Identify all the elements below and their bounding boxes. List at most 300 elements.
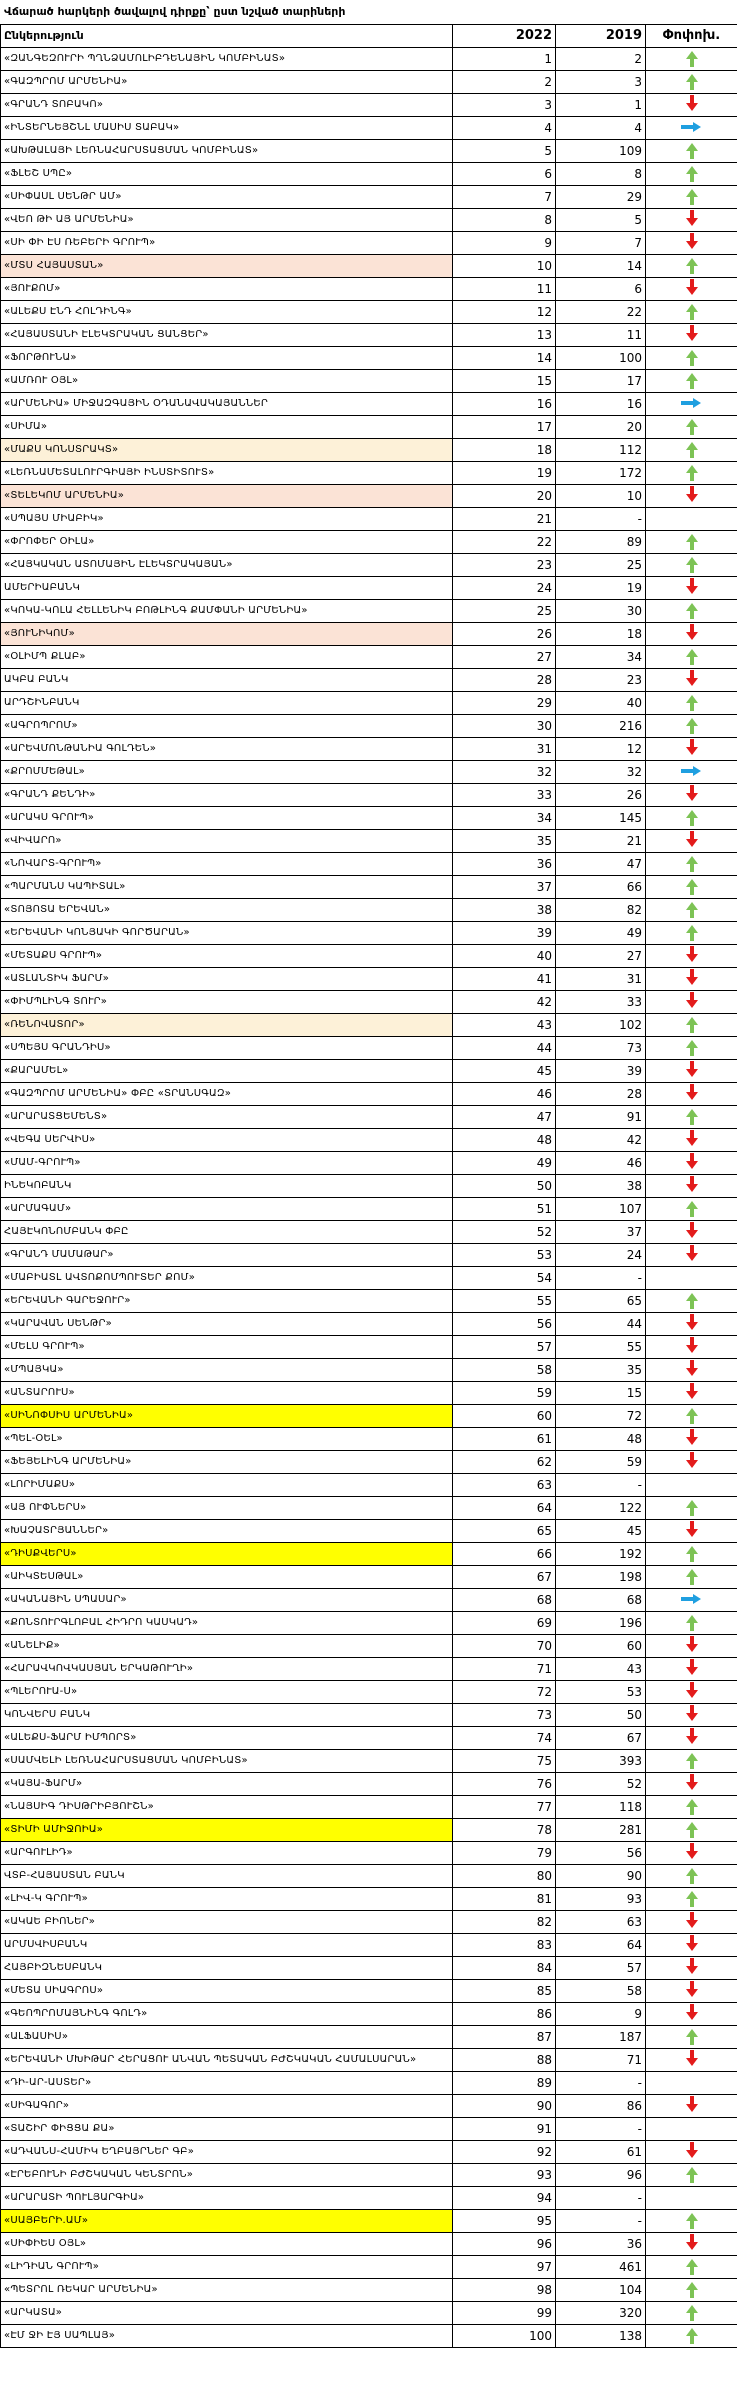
arrow-up-icon xyxy=(686,879,698,887)
arrow-down-icon xyxy=(686,1000,698,1008)
company-name-cell: «ՄՏՍ ՀԱՅԱՍՏԱՆ» xyxy=(1,255,453,278)
rank-2022-cell: 31 xyxy=(453,738,556,761)
arrow-up-icon xyxy=(686,925,698,933)
rank-2022-cell: 25 xyxy=(453,600,556,623)
rank-2022-cell: 72 xyxy=(453,1681,556,1704)
change-cell xyxy=(646,1842,737,1865)
rank-2022-cell: 80 xyxy=(453,1865,556,1888)
company-name-cell: «ԱՐԱԿՍ ԳՐՈՒՊ» xyxy=(1,807,453,830)
table-row xyxy=(1,1704,737,1727)
table-row xyxy=(1,692,737,715)
table-row xyxy=(1,1911,737,1934)
arrow-down-icon xyxy=(686,1966,698,1974)
rank-2022-cell: 95 xyxy=(453,2210,556,2233)
table-row xyxy=(1,2187,737,2210)
rank-2019-cell: - xyxy=(556,1474,646,1497)
company-name-cell: «ՏԻՄԻ ԱՄԻՋՈԻԱ» xyxy=(1,1819,453,1842)
rank-2022-cell: 39 xyxy=(453,922,556,945)
rank-2022-cell: 4 xyxy=(453,117,556,140)
table-row xyxy=(1,1405,737,1428)
change-cell xyxy=(646,370,737,393)
change-cell xyxy=(646,1520,737,1543)
company-name-cell: ՎՏԲ-ՀԱՅԱՍՏԱՆ ԲԱՆԿ xyxy=(1,1865,453,1888)
company-name-cell: «ԳԱԶՊՐՈՄ ԱՐՄԵՆԻԱ» xyxy=(1,71,453,94)
table-row xyxy=(1,301,737,324)
change-cell xyxy=(646,554,737,577)
rank-2019-cell: 5 xyxy=(556,209,646,232)
table-body xyxy=(1,48,737,2348)
rank-2019-cell: 53 xyxy=(556,1681,646,1704)
rank-2019-cell: 40 xyxy=(556,692,646,715)
table-row xyxy=(1,577,737,600)
table-row xyxy=(1,554,737,577)
change-cell xyxy=(646,1980,737,2003)
company-name-cell: «ՎԵՈ ԹԻ ԱՅ ԱՐՄԵՆԻԱ» xyxy=(1,209,453,232)
company-name-cell: «ՖՈՐԹՈՒՆԱ» xyxy=(1,347,453,370)
arrow-down-icon xyxy=(686,1069,698,1077)
rank-2019-cell: 50 xyxy=(556,1704,646,1727)
arrow-down-icon xyxy=(686,954,698,962)
header-row xyxy=(1,25,737,48)
rank-2022-cell: 92 xyxy=(453,2141,556,2164)
change-cell xyxy=(646,439,737,462)
header-2019: 2019 xyxy=(556,25,646,48)
rank-2019-cell: 102 xyxy=(556,1014,646,1037)
arrow-up-icon xyxy=(686,1822,698,1830)
rank-2022-cell: 20 xyxy=(453,485,556,508)
arrow-down-icon xyxy=(686,1529,698,1537)
rank-2019-cell: 461 xyxy=(556,2256,646,2279)
company-name-cell: «ՍԻԳԱԳՈՐ» xyxy=(1,2095,453,2118)
company-name-cell: «ԱՐՄԵՆԻԱ» ՄԻՋԱԶԳԱՅԻՆ ՕԴԱՆԱՎԱԿԱՅԱՆՆԵՐ xyxy=(1,393,453,416)
change-cell xyxy=(646,393,737,416)
change-cell xyxy=(646,991,737,1014)
arrow-down-icon xyxy=(686,1322,698,1330)
arrow-down-icon xyxy=(686,1851,698,1859)
arrow-down-icon xyxy=(686,218,698,226)
change-cell xyxy=(646,2049,737,2072)
rank-2022-cell: 5 xyxy=(453,140,556,163)
rank-2019-cell: 64 xyxy=(556,1934,646,1957)
arrow-up-icon xyxy=(686,143,698,151)
rank-2019-cell: 46 xyxy=(556,1152,646,1175)
table-row xyxy=(1,1474,737,1497)
table-row xyxy=(1,1428,737,1451)
rank-2022-cell: 34 xyxy=(453,807,556,830)
company-name-cell: «ՍԻՓԱՍԼ ՍԵՆԹՐ ԱՄ» xyxy=(1,186,453,209)
arrow-down-icon xyxy=(686,1920,698,1928)
table-row xyxy=(1,94,737,117)
change-cell xyxy=(646,1221,737,1244)
arrow-up-icon xyxy=(686,2328,698,2336)
change-cell xyxy=(646,1382,737,1405)
company-name-cell: «ՌԵՆՈՎԱՏՈՐ» xyxy=(1,1014,453,1037)
rank-2019-cell: 58 xyxy=(556,1980,646,2003)
arrow-down-icon xyxy=(686,793,698,801)
change-cell xyxy=(646,2233,737,2256)
table-row xyxy=(1,1267,737,1290)
change-cell xyxy=(646,186,737,209)
rank-2019-cell: 281 xyxy=(556,1819,646,1842)
change-cell xyxy=(646,1497,737,1520)
change-cell xyxy=(646,1911,737,1934)
table-row xyxy=(1,1750,737,1773)
company-name-cell: «ՎԻՎԱՐՈ» xyxy=(1,830,453,853)
company-name-cell: «ՍՊԱՅՍ ՄԻԱԲԻԿ» xyxy=(1,508,453,531)
rank-2022-cell: 35 xyxy=(453,830,556,853)
rank-2019-cell: 6 xyxy=(556,278,646,301)
table-row xyxy=(1,2256,737,2279)
arrow-down-icon xyxy=(686,2150,698,2158)
company-name-cell: «ԱԽԹԱԼԱՅԻ ԼԵՌՆԱՀԱՐՍՏԱՑՄԱՆ ԿՈՄԲԻՆԱՏ» xyxy=(1,140,453,163)
change-cell xyxy=(646,715,737,738)
rank-2022-cell: 77 xyxy=(453,1796,556,1819)
rank-2019-cell: 19 xyxy=(556,577,646,600)
change-cell xyxy=(646,163,737,186)
rank-2022-cell: 55 xyxy=(453,1290,556,1313)
rank-2022-cell: 61 xyxy=(453,1428,556,1451)
rank-2022-cell: 64 xyxy=(453,1497,556,1520)
company-name-cell: «ՓՐՈՓԵՐ ՕԻԼԱ» xyxy=(1,531,453,554)
rank-2022-cell: 22 xyxy=(453,531,556,554)
change-cell xyxy=(646,945,737,968)
rank-2019-cell: 68 xyxy=(556,1589,646,1612)
change-cell xyxy=(646,1681,737,1704)
rank-2019-cell: 73 xyxy=(556,1037,646,1060)
arrow-right-icon xyxy=(693,398,701,408)
change-cell xyxy=(646,876,737,899)
change-cell xyxy=(646,1727,737,1750)
table-row xyxy=(1,1727,737,1750)
rank-2019-cell: 18 xyxy=(556,623,646,646)
change-cell xyxy=(646,922,737,945)
rank-2022-cell: 7 xyxy=(453,186,556,209)
table-row xyxy=(1,853,737,876)
change-cell xyxy=(646,1037,737,1060)
rank-2019-cell: 71 xyxy=(556,2049,646,2072)
rank-2022-cell: 89 xyxy=(453,2072,556,2095)
rank-2022-cell: 76 xyxy=(453,1773,556,1796)
table-row xyxy=(1,1819,737,1842)
change-cell xyxy=(646,669,737,692)
rank-2022-cell: 3 xyxy=(453,94,556,117)
table-row xyxy=(1,1290,737,1313)
rank-2022-cell: 28 xyxy=(453,669,556,692)
rank-2022-cell: 93 xyxy=(453,2164,556,2187)
table-row xyxy=(1,462,737,485)
rank-2022-cell: 99 xyxy=(453,2302,556,2325)
arrow-down-icon xyxy=(686,1713,698,1721)
rank-2022-cell: 42 xyxy=(453,991,556,1014)
company-name-cell: «ԵՐԵՎԱՆԻ ԳԱՐԵՋՈՒՐ» xyxy=(1,1290,453,1313)
arrow-up-icon xyxy=(686,1017,698,1025)
table-row xyxy=(1,899,737,922)
rank-2019-cell: - xyxy=(556,508,646,531)
rank-2022-cell: 97 xyxy=(453,2256,556,2279)
arrow-down-icon xyxy=(686,1391,698,1399)
rank-2022-cell: 26 xyxy=(453,623,556,646)
rank-2019-cell: 45 xyxy=(556,1520,646,1543)
rank-2019-cell: 66 xyxy=(556,876,646,899)
company-name-cell: «ՀԱՅԱՍՏԱՆԻ ԷԼԵԿՏՐԱԿԱՆ ՑԱՆՑԵՐ» xyxy=(1,324,453,347)
company-name-cell: «ՖԵՅԵԼԻՆԳ ԱՐՄԵՆԻԱ» xyxy=(1,1451,453,1474)
rank-2022-cell: 41 xyxy=(453,968,556,991)
arrow-up-icon xyxy=(686,2282,698,2290)
company-name-cell: «ԵՐԵՎԱՆԻ ԿՈՆՅԱԿԻ ԳՈՐԾԱՐԱՆ» xyxy=(1,922,453,945)
rank-2019-cell: 3 xyxy=(556,71,646,94)
company-name-cell: «ԳՐԱՆԴ ՏՈԲԱԿՈ» xyxy=(1,94,453,117)
change-cell xyxy=(646,117,737,140)
table-row xyxy=(1,807,737,830)
rank-2019-cell: 104 xyxy=(556,2279,646,2302)
change-cell xyxy=(646,1796,737,1819)
company-name-cell: «ՍԱՄՎԵԼԻ ԼԵՌՆԱՀԱՐՍՏԱՑՄԱՆ ԿՈՄԲԻՆԱՏ» xyxy=(1,1750,453,1773)
rank-2019-cell: 24 xyxy=(556,1244,646,1267)
rank-2019-cell: 82 xyxy=(556,899,646,922)
change-cell xyxy=(646,1129,737,1152)
rank-2019-cell: 96 xyxy=(556,2164,646,2187)
company-name-cell: ԱՄԵՐԻԱԲԱՆԿ xyxy=(1,577,453,600)
table-row xyxy=(1,1957,737,1980)
table-row xyxy=(1,646,737,669)
arrow-down-icon xyxy=(686,2058,698,2066)
arrow-up-icon xyxy=(686,1569,698,1577)
change-cell xyxy=(646,278,737,301)
rank-2022-cell: 6 xyxy=(453,163,556,186)
rank-2019-cell: 393 xyxy=(556,1750,646,1773)
rank-2019-cell: 118 xyxy=(556,1796,646,1819)
arrow-down-icon xyxy=(686,241,698,249)
rank-2019-cell: 17 xyxy=(556,370,646,393)
change-cell xyxy=(646,968,737,991)
change-cell xyxy=(646,830,737,853)
change-cell xyxy=(646,347,737,370)
rank-2022-cell: 36 xyxy=(453,853,556,876)
rank-2022-cell: 40 xyxy=(453,945,556,968)
change-cell xyxy=(646,1819,737,1842)
change-cell xyxy=(646,1014,737,1037)
rank-2022-cell: 56 xyxy=(453,1313,556,1336)
company-name-cell: «ՄԵՏԱ ՍԻԱԳՐՈՍ» xyxy=(1,1980,453,2003)
company-name-cell: «ԱՆԵԼԻՔ» xyxy=(1,1635,453,1658)
rank-2022-cell: 66 xyxy=(453,1543,556,1566)
rank-2022-cell: 30 xyxy=(453,715,556,738)
rank-2022-cell: 32 xyxy=(453,761,556,784)
table-row xyxy=(1,2210,737,2233)
table-row xyxy=(1,922,737,945)
change-cell xyxy=(646,853,737,876)
rank-2019-cell: 172 xyxy=(556,462,646,485)
arrow-up-icon xyxy=(686,2213,698,2221)
rank-2019-cell: 23 xyxy=(556,669,646,692)
change-cell xyxy=(646,1704,737,1727)
arrow-up-icon xyxy=(686,1109,698,1117)
arrow-down-icon xyxy=(686,1644,698,1652)
rank-2022-cell: 84 xyxy=(453,1957,556,1980)
rank-2019-cell: - xyxy=(556,2210,646,2233)
rank-2019-cell: 67 xyxy=(556,1727,646,1750)
rank-2019-cell: 72 xyxy=(556,1405,646,1428)
rank-2019-cell: 2 xyxy=(556,48,646,71)
change-cell xyxy=(646,416,737,439)
rank-2019-cell: 30 xyxy=(556,600,646,623)
change-cell xyxy=(646,301,737,324)
table-row xyxy=(1,1796,737,1819)
rank-2022-cell: 13 xyxy=(453,324,556,347)
rank-2019-cell: 187 xyxy=(556,2026,646,2049)
rank-2022-cell: 24 xyxy=(453,577,556,600)
table-row xyxy=(1,2072,737,2095)
change-cell xyxy=(646,1612,737,1635)
change-cell xyxy=(646,2164,737,2187)
arrow-up-icon xyxy=(686,1615,698,1623)
rank-2022-cell: 82 xyxy=(453,1911,556,1934)
rank-2022-cell: 11 xyxy=(453,278,556,301)
arrow-down-icon xyxy=(686,1943,698,1951)
rank-2019-cell: 320 xyxy=(556,2302,646,2325)
arrow-up-icon xyxy=(686,534,698,542)
company-name-cell: «ՎԵԳԱ ՍԵՐՎԻՍ» xyxy=(1,1129,453,1152)
company-name-cell: «ԳՐԱՆԴ ՔԵՆԴԻ» xyxy=(1,784,453,807)
table-row xyxy=(1,209,737,232)
change-cell xyxy=(646,1589,737,1612)
change-cell xyxy=(646,2210,737,2233)
rank-2022-cell: 70 xyxy=(453,1635,556,1658)
rank-2022-cell: 45 xyxy=(453,1060,556,1083)
company-name-cell: «ՅՈՒՆԻԿՈՄ» xyxy=(1,623,453,646)
arrow-down-icon xyxy=(686,1230,698,1238)
arrow-up-icon xyxy=(686,1753,698,1761)
table-row xyxy=(1,945,737,968)
table-row xyxy=(1,1129,737,1152)
table-row xyxy=(1,1198,737,1221)
arrow-down-icon xyxy=(686,2104,698,2112)
rank-2022-cell: 46 xyxy=(453,1083,556,1106)
rank-2019-cell: 1 xyxy=(556,94,646,117)
arrow-down-icon xyxy=(686,1667,698,1675)
table-row xyxy=(1,347,737,370)
arrow-up-icon xyxy=(686,603,698,611)
company-name-cell: «ՏՈՅՈՏԱ ԵՐԵՎԱՆ» xyxy=(1,899,453,922)
rank-2022-cell: 27 xyxy=(453,646,556,669)
rank-2022-cell: 10 xyxy=(453,255,556,278)
company-name-cell: «ՅՈՒՔՈՄ» xyxy=(1,278,453,301)
arrow-up-icon xyxy=(686,2029,698,2037)
ranking-table xyxy=(0,24,737,2348)
rank-2019-cell: 42 xyxy=(556,1129,646,1152)
arrow-up-icon xyxy=(686,51,698,59)
change-cell xyxy=(646,577,737,600)
table-row xyxy=(1,416,737,439)
company-name-cell: «ՍԻՆՈՓՍԻՍ ԱՐՄԵՆԻԱ» xyxy=(1,1405,453,1428)
table-row xyxy=(1,623,737,646)
arrow-up-icon xyxy=(686,1891,698,1899)
rank-2019-cell: 10 xyxy=(556,485,646,508)
company-name-cell: «ԱՅ ՈՒՓՆԵՐՍ» xyxy=(1,1497,453,1520)
change-cell xyxy=(646,1888,737,1911)
table-row xyxy=(1,669,737,692)
rank-2022-cell: 1 xyxy=(453,48,556,71)
change-cell xyxy=(646,48,737,71)
rank-2019-cell: 33 xyxy=(556,991,646,1014)
rank-2022-cell: 44 xyxy=(453,1037,556,1060)
table-row xyxy=(1,1014,737,1037)
company-name-cell: «ԱՆՏԱՐՈՒՍ» xyxy=(1,1382,453,1405)
change-cell xyxy=(646,1336,737,1359)
rank-2019-cell: 8 xyxy=(556,163,646,186)
arrow-up-icon xyxy=(686,718,698,726)
company-name-cell: «ՄԵՏԱՔՍ ԳՐՈՒՊ» xyxy=(1,945,453,968)
table-row xyxy=(1,1980,737,2003)
rank-2019-cell: 61 xyxy=(556,2141,646,2164)
rank-2019-cell: 90 xyxy=(556,1865,646,1888)
sheet-title: Վճարած հարկերի ծավալով դիրքը՝ ըստ նշված տարիների xyxy=(4,5,346,18)
company-name-cell: «ԼԵՌՆԱՄԵՏԱԼՈՒՐԳԻԱՅԻ ԻՆՍՏԻՏՈՒՏ» xyxy=(1,462,453,485)
rank-2019-cell: 20 xyxy=(556,416,646,439)
company-name-cell: «ՄԱՔՍ ԿՈՆՍՏՐԱԿՏ» xyxy=(1,439,453,462)
rank-2022-cell: 67 xyxy=(453,1566,556,1589)
table-row xyxy=(1,255,737,278)
arrow-up-icon xyxy=(686,304,698,312)
change-cell xyxy=(646,692,737,715)
company-name-cell: «ԱԿԱԵ ԲԻՈՆԵՐ» xyxy=(1,1911,453,1934)
change-cell xyxy=(646,2256,737,2279)
rank-2022-cell: 51 xyxy=(453,1198,556,1221)
rank-2019-cell: 12 xyxy=(556,738,646,761)
company-name-cell: «ԱՐԿԱՏԱ» xyxy=(1,2302,453,2325)
change-cell xyxy=(646,807,737,830)
change-cell xyxy=(646,1198,737,1221)
table-row xyxy=(1,2302,737,2325)
arrow-down-icon xyxy=(686,1437,698,1445)
rank-2022-cell: 87 xyxy=(453,2026,556,2049)
rank-2019-cell: 15 xyxy=(556,1382,646,1405)
table-row xyxy=(1,991,737,1014)
arrow-up-icon xyxy=(686,557,698,565)
company-name-cell: «ԼՈՐԻՄԱՔՍ» xyxy=(1,1474,453,1497)
company-name-cell: «ՓԻՄՊԼԻՆԳ ՏՈՒՐ» xyxy=(1,991,453,1014)
arrow-up-icon xyxy=(686,902,698,910)
table-row xyxy=(1,2141,737,2164)
change-cell xyxy=(646,1750,737,1773)
rank-2019-cell: 63 xyxy=(556,1911,646,1934)
change-cell xyxy=(646,738,737,761)
company-name-cell: «ՕԼԻՄՊ ՔԼԱԲ» xyxy=(1,646,453,669)
rank-2019-cell: 21 xyxy=(556,830,646,853)
table-row xyxy=(1,1060,737,1083)
rank-2019-cell: 52 xyxy=(556,1773,646,1796)
table-row xyxy=(1,968,737,991)
table-row xyxy=(1,1451,737,1474)
table-row xyxy=(1,1612,737,1635)
table-row xyxy=(1,393,737,416)
company-name-cell: «ՀԱՐԱՎԿՈՎԿԱՍՅԱՆ ԵՐԿԱԹՈՒՂԻ» xyxy=(1,1658,453,1681)
rank-2019-cell: 49 xyxy=(556,922,646,945)
change-cell xyxy=(646,1359,737,1382)
arrow-down-icon xyxy=(686,1782,698,1790)
company-name-cell: «ՆԱՅՍԻԳ ԴԻՍԹՐԻԲՅՈՒՇՆ» xyxy=(1,1796,453,1819)
arrow-up-icon xyxy=(686,1293,698,1301)
table-row xyxy=(1,1359,737,1382)
table-row xyxy=(1,1888,737,1911)
arrow-up-icon xyxy=(686,2305,698,2313)
arrow-down-icon xyxy=(686,103,698,111)
company-name-cell: «ԼԻՎ-Կ ԳՐՈՒՊ» xyxy=(1,1888,453,1911)
arrow-up-icon xyxy=(686,419,698,427)
header-2022: 2022 xyxy=(453,25,556,48)
rank-2019-cell: 11 xyxy=(556,324,646,347)
rank-2022-cell: 74 xyxy=(453,1727,556,1750)
